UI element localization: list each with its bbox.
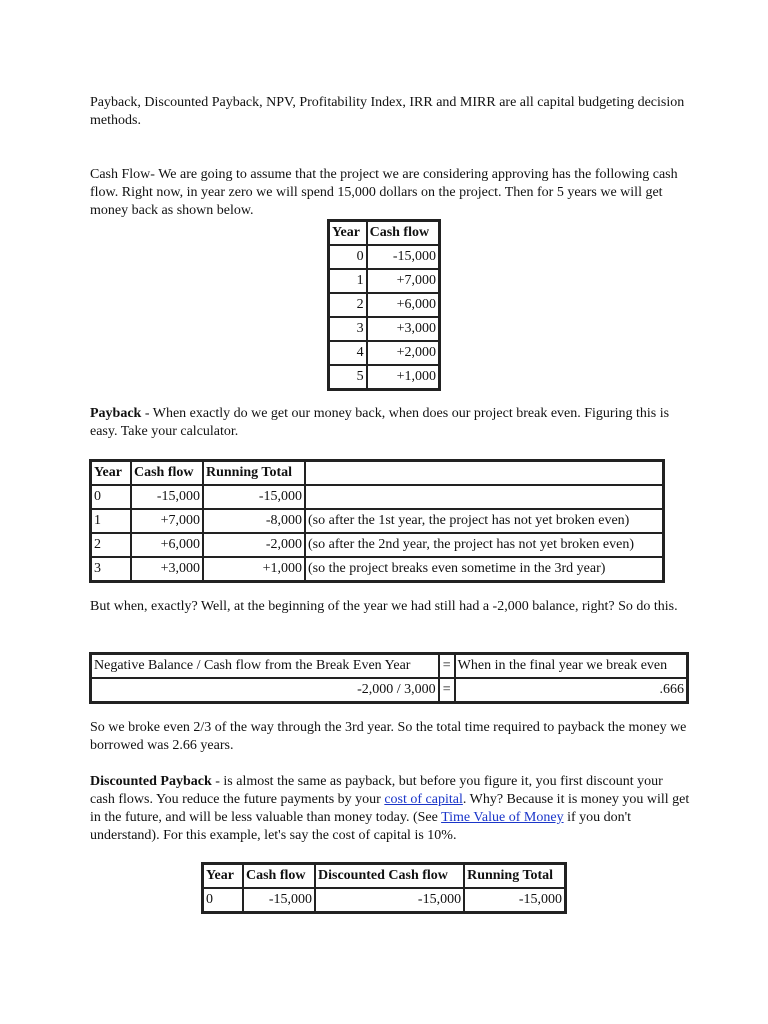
discounted-payback-heading: Discounted Payback <box>90 774 212 789</box>
when-paragraph: But when, exactly? Well, at the beginning of the year we had still had a -2,000 balance, right? So do this. <box>90 599 678 614</box>
formula-equals: = <box>439 678 455 702</box>
header-cash-flow: Cash flow <box>367 221 439 245</box>
header-running-total: Running Total <box>203 461 305 485</box>
payback-paragraph <box>90 405 690 441</box>
header-year: Year <box>329 221 367 245</box>
year-cell: 4 <box>329 341 367 365</box>
note-cell: (so after the 2nd year, the project has not yet broken even) <box>305 533 663 557</box>
year-cell: 1 <box>329 269 367 293</box>
formula-equals: = <box>439 654 455 678</box>
table-row <box>329 293 439 317</box>
year-cell: 0 <box>91 485 131 509</box>
table-row <box>329 341 439 365</box>
running-total-cell: -15,000 <box>203 485 305 509</box>
table-row <box>91 485 663 509</box>
header-note <box>305 461 663 485</box>
cash-flow-cell: +6,000 <box>131 533 203 557</box>
year-cell: 3 <box>329 317 367 341</box>
table-row <box>91 533 663 557</box>
table-header-row <box>91 654 687 678</box>
table-row <box>203 888 565 912</box>
table-row <box>329 269 439 293</box>
intro-paragraph: Payback, Discounted Payback, NPV, Profitability Index, IRR and MIRR are all capital budgeting decision methods. <box>90 95 685 128</box>
year-cell: 1 <box>91 509 131 533</box>
year-cell: 0 <box>329 245 367 269</box>
discounted-payback-table <box>201 862 567 914</box>
cash-flow-cell: +2,000 <box>367 341 439 365</box>
header-cash-flow: Cash flow <box>243 864 315 888</box>
running-total-cell: -8,000 <box>203 509 305 533</box>
cash-flow-cell: +3,000 <box>131 557 203 581</box>
running-total-cell: -15,000 <box>464 888 565 912</box>
payback-table <box>89 459 665 583</box>
cash-flow-cell: -15,000 <box>131 485 203 509</box>
table-header-row <box>329 221 439 245</box>
cash-flow-cell: +7,000 <box>367 269 439 293</box>
year-cell: 0 <box>203 888 243 912</box>
cash-flow-cell: +7,000 <box>131 509 203 533</box>
running-total-cell: +1,000 <box>203 557 305 581</box>
cash-flow-cell: -15,000 <box>243 888 315 912</box>
running-total-cell: -2,000 <box>203 533 305 557</box>
note-cell: (so after the 1st year, the project has not yet broken even) <box>305 509 663 533</box>
table-row <box>91 509 663 533</box>
header-cash-flow: Cash flow <box>131 461 203 485</box>
table-row <box>329 365 439 389</box>
header-year: Year <box>203 864 243 888</box>
formula-right-value: .666 <box>455 678 687 702</box>
cash-flow-table <box>327 219 441 391</box>
payback-text: - When exactly do we get our money back, when does our project break even. Figuring this is easy. Take your calculator. <box>90 406 670 439</box>
formula-table <box>89 652 689 704</box>
table-row <box>91 557 663 581</box>
header-running-total: Running Total <box>464 864 565 888</box>
discounted-text-3: if you don't understand). For this example, let's say the cost of capital is 10%. <box>90 810 632 843</box>
payback-heading: Payback <box>90 406 142 421</box>
year-cell: 2 <box>91 533 131 557</box>
table-row <box>329 317 439 341</box>
year-cell: 2 <box>329 293 367 317</box>
year-cell: 5 <box>329 365 367 389</box>
time-value-of-money-link[interactable]: Time Value of Money <box>441 810 564 825</box>
discounted-text-2: . Why? Because it is money you will get in the future, and will be less valuable than money today. (See <box>90 792 690 825</box>
cost-of-capital-link[interactable]: cost of capital <box>384 792 463 807</box>
note-cell <box>305 485 663 509</box>
broke-even-paragraph: So we broke even 2/3 of the way through the 3rd year. So the total time required to payback the money we borrowed was 2.66 years. <box>90 720 687 753</box>
formula-right-header: When in the final year we break even <box>455 654 687 678</box>
table-row <box>329 245 439 269</box>
formula-left-value: -2,000 / 3,000 <box>91 678 439 702</box>
table-row <box>91 678 687 702</box>
cash-flow-paragraph: Cash Flow- We are going to assume that the project we are considering approving has the following cash flow. Right now, in year zero we will spend 15,000 dollars on the project. Then for 5 years we will get money back as shown below. <box>90 167 678 218</box>
discounted-cash-flow-cell: -15,000 <box>315 888 464 912</box>
discounted-text-1: - is almost the same as payback, but before you figure it, you first discount your cash flows. You reduce the future payments by your <box>90 774 663 807</box>
header-discounted-cash-flow: Discounted Cash flow <box>315 864 464 888</box>
discounted-payback-paragraph <box>90 773 690 845</box>
table-header-row <box>91 461 663 485</box>
year-cell: 3 <box>91 557 131 581</box>
cash-flow-cell: +3,000 <box>367 317 439 341</box>
table-header-row <box>203 864 565 888</box>
formula-left-header: Negative Balance / Cash flow from the Break Even Year <box>91 654 439 678</box>
header-year: Year <box>91 461 131 485</box>
cash-flow-cell: +6,000 <box>367 293 439 317</box>
note-cell: (so the project breaks even sometime in the 3rd year) <box>305 557 663 581</box>
cash-flow-cell: +1,000 <box>367 365 439 389</box>
cash-flow-cell: -15,000 <box>367 245 439 269</box>
